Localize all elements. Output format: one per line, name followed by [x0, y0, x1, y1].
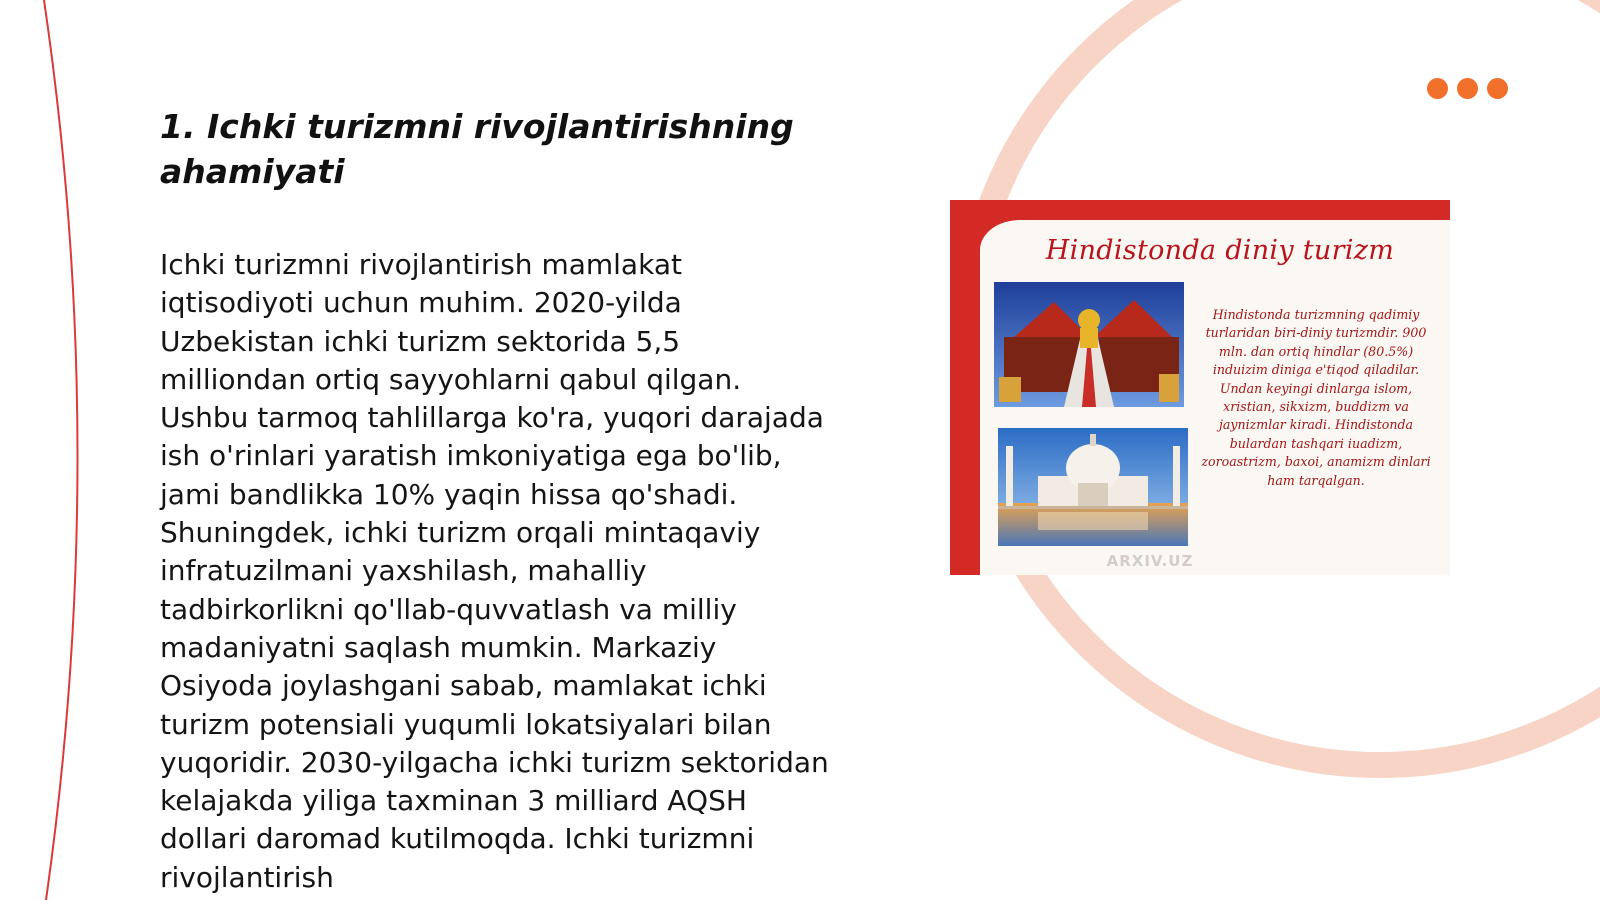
embedded-slide-image	[950, 200, 1450, 575]
taj-mahal-photo	[998, 428, 1188, 546]
slide-image-heading: Hindistonda diniy turizm	[1045, 235, 1395, 266]
slide-image-caption: Hindistonda turizmning qadimiy turlaridan biri-diniy turizmdir. 900 mln. dan ortiq hindlar (80.5%) induizim diniga e'tiqod qiladilar. Undan keyingi dinlarga islom, xristian, sikxizm, buddizm va jaynizmlar kiradi. Hindistonda bulardan tashqari iuadizm, zoroastrizm, baxoi, anamizm dinlari ham tarqalgan.	[1201, 307, 1431, 488]
body-paragraph: Ichki turizmni rivojlantirish mamlakat iqtisodiyoti uchun muhim. 2020-yilda Uzbekistan ichki turizm sektorida 5,5 milliondan ortiq sayyohlarni qabul qilgan. Ushbu tarmoq tahlillarga ko'ra, yuqori darajada ish o'rinlari yaratish imkoniyatiga ega bo'lib, jami bandlikka 10% yaqin hissa qo'shadi. Shuningdek, ichki turizm orqali mintaqaviy infratuzilmani yaxshilash, mahalliy tadbirkorlikni qo'llab-quvvatlash va milliy madaniyatni saqlash mumkin. Markaziy Osiyoda joylashgani sabab, mamlakat ichki turizm potensiali yuqumli lokatsiyalari bilan yuqoridir. 2030-yilgacha ichki turizm sektoridan kelajakda yiliga taxminan 3 milliard AQSH dollari daromad kutilmoqda. Ichki turizmni rivojlantirish	[160, 248, 829, 894]
dot-icon	[1457, 78, 1478, 99]
dot-icon	[1487, 78, 1508, 99]
slide-title: 1. Ichki turizmni rivojlantirishning ahamiyati	[160, 107, 794, 191]
menu-dots-icon	[1427, 78, 1508, 99]
left-border-line	[44, 0, 78, 900]
dot-icon	[1427, 78, 1448, 99]
temple-photo	[994, 282, 1184, 407]
watermark-text: ARXIV.UZ	[1106, 552, 1194, 570]
